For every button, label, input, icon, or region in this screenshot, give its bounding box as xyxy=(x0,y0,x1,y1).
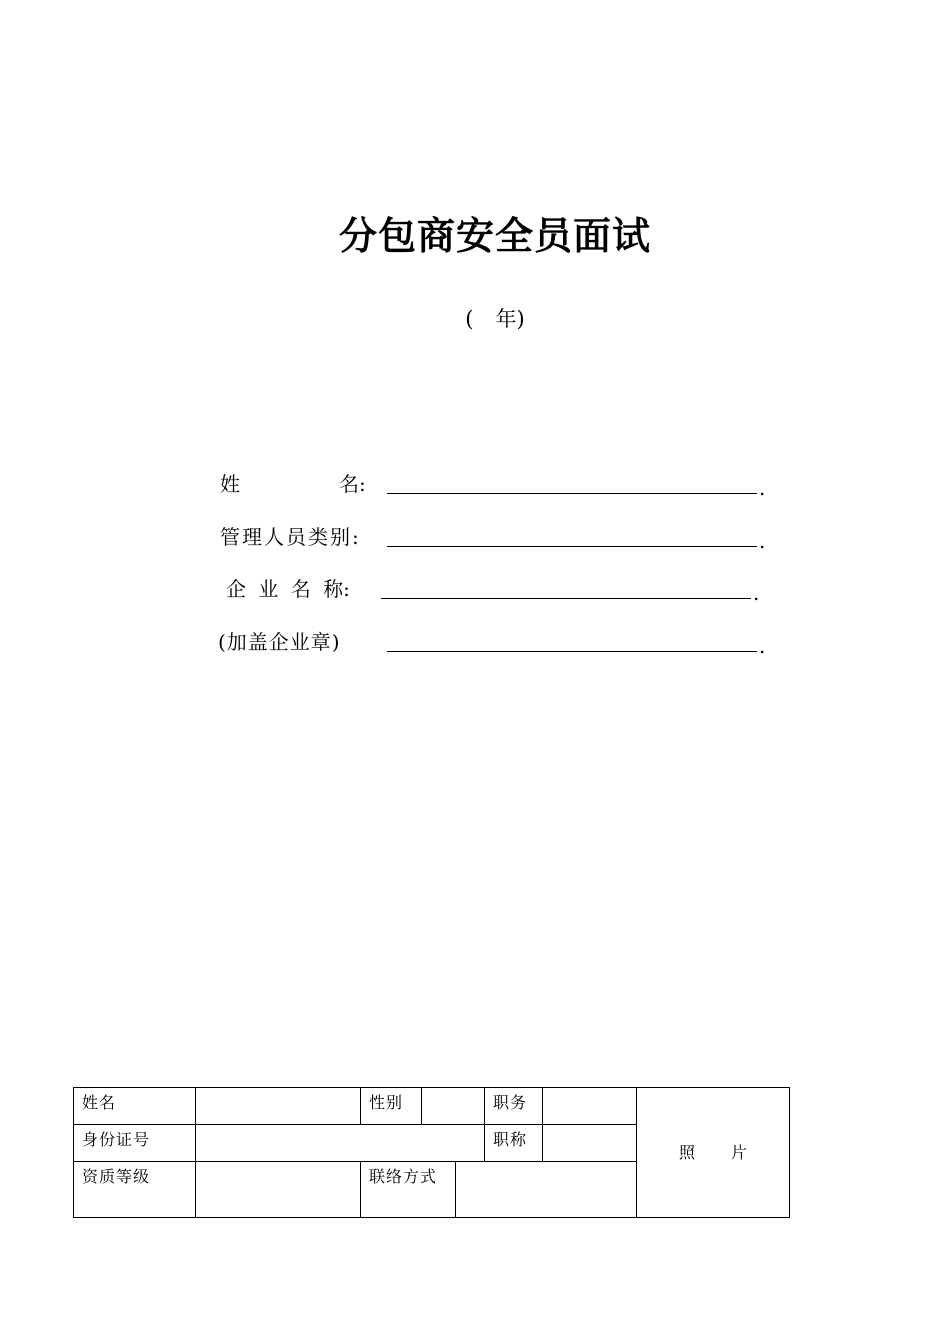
photo-label-second: 片 xyxy=(731,1142,748,1162)
name-dot: . xyxy=(759,476,766,500)
personal-info-table xyxy=(73,1087,790,1218)
contact-value-cell[interactable] xyxy=(456,1162,637,1218)
name-header-cell: 姓名 xyxy=(74,1088,196,1125)
qualification-value-cell[interactable] xyxy=(196,1162,361,1218)
id-number-value-cell[interactable] xyxy=(196,1125,485,1162)
year-close-paren: ) xyxy=(516,307,525,331)
photo-label-first: 照 xyxy=(678,1142,695,1162)
category-label: 管理人员类别: xyxy=(220,525,361,549)
id-number-header-cell: 身份证号 xyxy=(74,1125,196,1162)
gender-header-cell: 性别 xyxy=(361,1088,422,1125)
contact-header-cell: 联络方式 xyxy=(361,1162,456,1218)
table-row xyxy=(74,1088,790,1125)
year-line xyxy=(0,304,950,334)
title-rank-header-cell: 职称 xyxy=(485,1125,543,1162)
year-label: 年 xyxy=(495,307,517,331)
title-rank-value-cell[interactable] xyxy=(543,1125,637,1162)
document-title: 分包商安全员面试 xyxy=(338,214,651,258)
name-label-second: 名: xyxy=(339,472,366,496)
qualification-header-cell: 资质等级 xyxy=(74,1162,196,1218)
company-dot: . xyxy=(753,581,760,605)
position-header-cell: 职务 xyxy=(485,1088,543,1125)
name-value-cell[interactable] xyxy=(196,1088,361,1125)
year-open-paren: ( xyxy=(465,307,474,331)
company-label: 企 业 名 称: xyxy=(226,577,350,601)
photo-cell[interactable] xyxy=(637,1088,790,1218)
category-underline[interactable] xyxy=(387,546,757,547)
company-underline[interactable] xyxy=(381,598,751,599)
category-dot: . xyxy=(759,529,766,553)
gender-value-cell[interactable] xyxy=(422,1088,485,1125)
seal-label: (加盖企业章) xyxy=(218,630,341,654)
name-underline[interactable] xyxy=(387,493,757,494)
position-value-cell[interactable] xyxy=(543,1088,637,1125)
name-label-first: 姓 xyxy=(220,472,240,496)
seal-dot: . xyxy=(759,634,766,658)
seal-underline[interactable] xyxy=(387,651,757,652)
